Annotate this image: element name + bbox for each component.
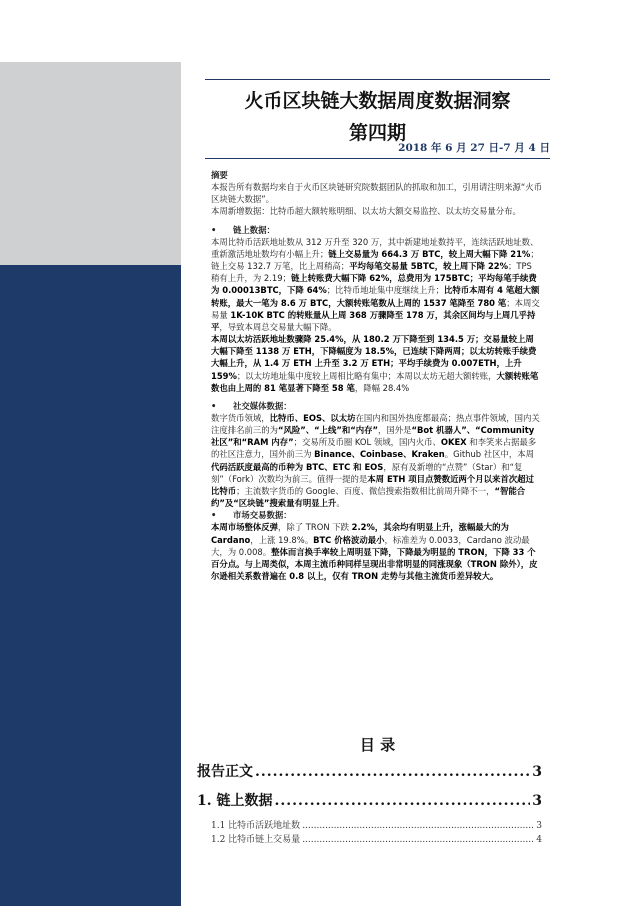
toc-entry[interactable] — [197, 790, 542, 810]
toc-entry-label: 1.2 比特币链上交易量 — [211, 835, 301, 845]
toc-entry[interactable] — [211, 818, 542, 831]
toc-entry[interactable] — [197, 761, 542, 781]
toc-entry-page: 3 — [536, 821, 542, 831]
abstract-source-note: 本报告所有数据均来自于火币区块链研究院数据团队的抓取和加工，引用请注明来源“火币区块链大数据”。 — [211, 182, 542, 205]
toc-entry-page: 4 — [536, 835, 542, 845]
toc-leader-dots — [302, 821, 534, 831]
bullet-dot-icon: • — [211, 224, 217, 235]
toc-entry-label: 1. 链上数据 — [197, 793, 273, 809]
toc-entry[interactable] — [211, 832, 542, 845]
report-date: 2018 年 6 月 27 日-7 月 4 日 — [205, 140, 550, 159]
eth-data-paragraph: 本周以太坊活跃地址数骤降 25.4%，从 180.2 万下降至到 134.5 万；交易量较上周大幅下降至 1138 万 ETH，下降幅度为 18.5%，已连续下降两周；以太坊转账手续费大幅上升，从 1.4 万 ETH 上升至 3.2 万 ETH；平均手续费为 0.007ETH，上升 159%；以太坊地址集中度较上周相比略有集中；本周以太坊无超大额转账，大额转账笔数也由上周的 81 笔显著下降至 58 笔，降幅 28.4% — [211, 334, 539, 393]
market-data-paragraph: 本周市场整体反弹，除了 TRON 下跌 2.2%，其余均有明显上升，涨幅最大的为 Cardano，上涨 19.8%。BTC 价格波动最小，标准差为 0.0033，Cardano 波动最大，为 0.008。整体而言换手率较上周明显下降，下降最为明显的 TRON，下降 33 个百分点。与上周类似，本周主流币种同样呈现出非常明显的同涨现象（TRON 除外），皮尔逊相关系数普遍在 0.8 以上，仅有 TRON 走势与其他主流货币差异较大。 — [211, 522, 538, 581]
abstract-heading: 摘要 — [211, 170, 228, 180]
toc-entry-label: 1.1 比特币活跃地址数 — [211, 821, 301, 831]
toc-title: 目 录 — [359, 736, 396, 754]
bullet-dot-icon: • — [211, 400, 217, 411]
social-data-paragraph: 数字货币领域，比特币、EOS、以太坊在国内和国外热度都最高；热点事件领域，国内关注度排名前三的为“风险”、“上线”和“内存”，国外是“Bot 机器人”、“Community 社区”和“RAM 内存”；交易所及币圈 KOL 领域，国内火币、OKEX 和李笑来占据最多的社区注意力，国外前三为 Binance、Coinbase、Kraken。Github 社区中，本周代码活跃度最高的币种为 BTC、ETC 和 EOS，原有及新增的“点赞”（Star）和“复刻”（Fork）次数均为前三。值得一提的是本周 ETH 项目点赞数近两个月以来首次超过比特币；主流数字货币的 Google、百度、微信搜索指数相比前周升降不一，“智能合约”及“区块链”搜索量有明显上升。 — [211, 412, 540, 509]
bullet-social-data: • 社交媒体数据： — [211, 400, 292, 411]
cover-side-panel-gray — [0, 62, 181, 265]
toc-entry-page: 3 — [532, 793, 542, 809]
toc-leader-dots — [275, 793, 531, 809]
bullet-dot-icon: • — [211, 510, 217, 521]
chain-data-paragraph: 本周比特币活跃地址数从 312 万升至 320 万，其中新建地址数持平，连续活跃地址数、重新激活地址数均有小幅上升；链上交易量为 664.3 万 BTC，较上周大幅下降 21%；链上交易 132.7 万笔，比上周稍高；平均每笔交易量 5BTC，较上周下降 22%；TPS 稍有上升，为 2.19；链上转账费大幅下降 62%，总费用为 175BTC；平均每笔手续费为 0.00013BTC，下降 64%；比特币地址集中度继续上升；比特币本周有 4 笔超大额转账，最大一笔为 8.6 万 BTC，大额转账笔数从上周的 1537 笔降至 780 笔；本周交易量 1K-10K BTC 的转账量从上周 368 万骤降至 178 万，其余区间均与上周几乎持平，导致本周总交易量大幅下降。 — [211, 236, 540, 332]
bullet-chain-data: • 链上数据： — [211, 224, 275, 235]
abstract-section — [211, 169, 542, 582]
toc-entry-label: 报告正文 — [197, 764, 253, 780]
toc-leader-dots — [302, 835, 534, 845]
abstract-new-data-note: 本周新增数据：比特币超大额转账明细、以太坊大额交易监控、以太坊交易量分布。 — [211, 206, 521, 217]
report-issue: 第四期 — [348, 122, 406, 144]
toc-leader-dots — [255, 764, 530, 780]
toc-entry-page: 3 — [532, 764, 542, 780]
bullet-market-data: • 市场交易数据： — [211, 510, 292, 521]
report-title: 火币区块链大数据周度数据洞察 — [244, 90, 511, 112]
cover-side-panel-navy — [0, 265, 181, 906]
title-top-rule — [205, 79, 550, 80]
